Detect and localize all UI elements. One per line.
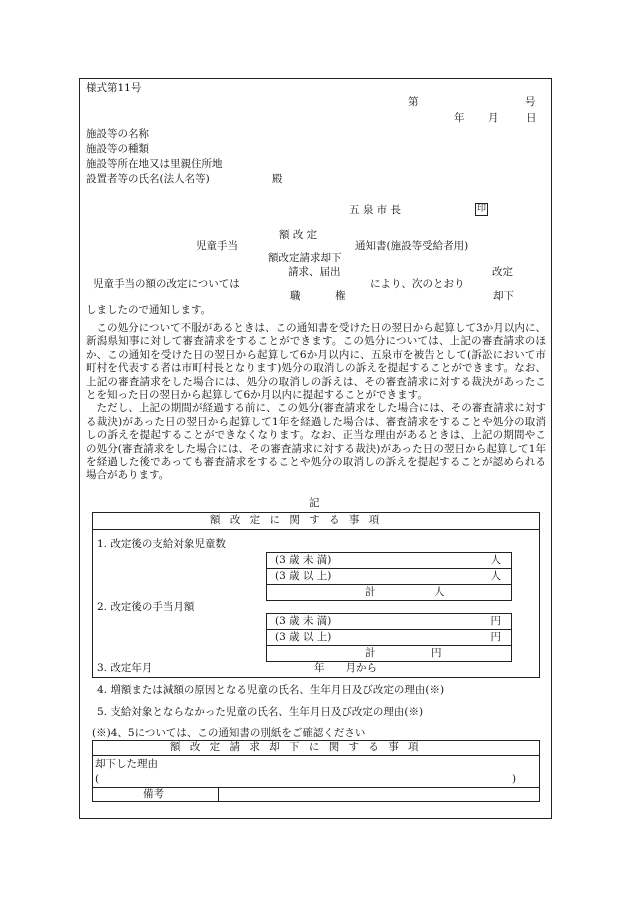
- facility-name-label: 施設等の名称: [86, 128, 149, 140]
- children-over3-unit: 人: [490, 570, 501, 582]
- title-notice-type: 通知書(施設等受給者用): [355, 240, 469, 252]
- founder-name-label: 設置者等の氏名(法人名等): [86, 173, 210, 185]
- children-under3-row: [266, 552, 512, 569]
- reason-label: 却下した理由: [95, 758, 158, 770]
- title-kyakka: 額改定請求却下: [268, 252, 342, 264]
- amount-under3-row: [266, 613, 512, 630]
- children-over3-label: (3 歳 以 上): [275, 570, 332, 582]
- intro-continuation: しましたので通知します。: [86, 304, 212, 316]
- remarks-label: 備考: [143, 788, 164, 800]
- facility-address-label: 施設等所在地又は里親住所地: [86, 158, 223, 170]
- amount-over3-row: [266, 629, 512, 646]
- option-shoku: 職: [290, 290, 301, 302]
- date-month: 月: [488, 112, 499, 124]
- children-under3-label: (3 歳 未 満): [275, 554, 332, 566]
- children-total-label: 計: [365, 586, 376, 598]
- dono-text: 殿: [272, 173, 283, 185]
- children-total-row: [266, 584, 512, 601]
- section2-header-divider: [92, 755, 540, 756]
- result-kyakka: 却下: [493, 290, 514, 302]
- amount-under3-label: (3 歳 未 満): [275, 615, 332, 627]
- intro-text: 児童手当の額の改定については: [93, 278, 240, 290]
- title-jidouteate: 児童手当: [196, 240, 238, 252]
- amount-over3-label: (3 歳 以 上): [275, 631, 332, 643]
- section1-header-divider: [92, 529, 540, 530]
- form-number: 様式第11号: [86, 82, 142, 94]
- item3-label: 3. 改定年月: [97, 662, 153, 674]
- amount-under3-unit: 円: [490, 615, 501, 627]
- amount-total-row: [266, 645, 512, 662]
- amount-over3-unit: 円: [490, 631, 501, 643]
- notice-text: [86, 322, 546, 483]
- date-year: 年: [454, 112, 465, 124]
- number-go: 号: [525, 96, 536, 108]
- number-dai: 第: [408, 96, 419, 108]
- children-total-unit: 人: [434, 586, 445, 598]
- notice-paragraph-1: この処分について不服があるときは、この通知書を受けた日の翌日から起算して3か月以内に、新潟県知事に対して審査請求をすることができます。この処分については、上記の審査請求のほか、この通知を受けた日の翌日から起算して6か月以内に、五泉市を被告として(訴訟において市町村を代表する者は市町村長となります)処分の取消しの訴えを提起することができます。なお、上記の審査請求をした場合には、処分の取消しの訴えは、その審査請求に対する裁決があったことを知った日の翌日から起算して6か月以内に提起することができます。: [86, 322, 546, 402]
- intro-middle: により、次のとおり: [370, 278, 465, 290]
- amount-total-unit: 円: [431, 647, 442, 659]
- children-under3-unit: 人: [490, 554, 501, 566]
- reason-paren-close: ): [512, 773, 517, 785]
- date-day: 日: [526, 112, 537, 124]
- facility-type-label: 施設等の種類: [86, 143, 149, 155]
- option-ken: 権: [335, 290, 346, 302]
- item3-value: 年 月から: [314, 662, 377, 674]
- result-kaitei: 改定: [492, 266, 513, 278]
- section2-header: 額 改 定 請 求 却 下 に 関 す る 事 項: [170, 741, 422, 753]
- amount-total-label: 計: [365, 647, 376, 659]
- notice-paragraph-2: ただし、上記の期間が経過する前に、この処分(審査請求をした場合には、その審査請求に対する裁決)があった日の翌日から起算して1年を経過した場合は、審査請求をすることや処分の取消しの訴えを提起することができなくなります。なお、正当な理由があるときは、上記の期間やこの処分(審査請求をした場合には、その審査請求に対する裁決)があった日の翌日から起算して1年を経過した後であっても審査請求をすることや処分の取消しの訴えを提起することが認められる場合があります。: [86, 402, 546, 482]
- mayor-title: 五 泉 市 長: [349, 204, 402, 216]
- item4-label: 4. 増額または減額の原因となる児童の氏名、生年月日及び改定の理由(※): [97, 684, 445, 696]
- remarks-column-divider: [218, 787, 219, 802]
- item2-label: 2. 改定後の手当月額: [97, 601, 195, 613]
- option-request: 請求、届出: [288, 266, 341, 278]
- title-kaitei: 額 改 定: [279, 229, 318, 241]
- section1-header: 額 改 定 に 関 す る 事 項: [210, 514, 383, 526]
- children-over3-row: [266, 568, 512, 585]
- item1-label: 1. 改定後の支給対象児童数: [97, 538, 226, 550]
- reason-paren-open: (: [95, 773, 100, 785]
- attachment-note: (※)4、5については、この通知書の別紙をご確認ください: [92, 727, 366, 739]
- seal-mark: 印: [476, 204, 486, 214]
- item5-label: 5. 支給対象とならなかった児童の氏名、生年月日及び改定の理由(※): [97, 706, 424, 718]
- ki-text: 記: [309, 497, 320, 509]
